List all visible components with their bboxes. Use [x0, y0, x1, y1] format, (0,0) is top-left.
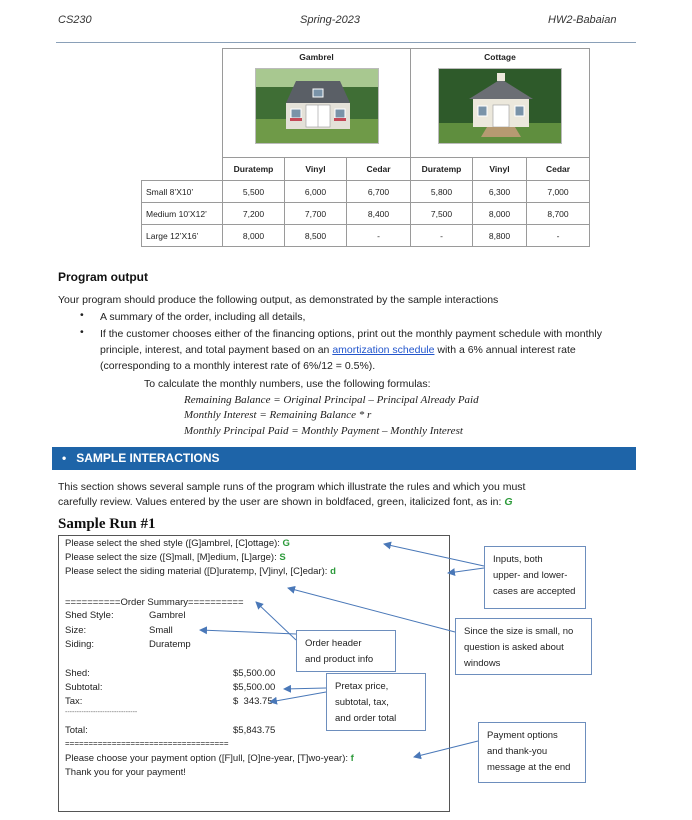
output-label: Subtotal: [65, 682, 103, 693]
price-cell: 6,700 [347, 181, 411, 203]
price-cell: 6,300 [473, 181, 527, 203]
user-input: f [350, 753, 354, 764]
formula-principal-paid: Monthly Principal Paid = Monthly Payment – Monthly Interest [184, 425, 463, 437]
price-cell: 6,000 [285, 181, 347, 203]
output-label: Total: [65, 725, 88, 736]
gambrel-style-label: Gambrel [299, 52, 334, 62]
assignment-id: HW2-Babaian [548, 14, 617, 26]
financing-line3: (corresponding to a monthly interest rate of 6%/12 = 0.5%). [100, 360, 376, 372]
material-header: Vinyl [285, 158, 347, 181]
dash-separator: ------------------------------- [65, 709, 138, 716]
user-input: G [282, 538, 290, 549]
order-summary-header: ==========Order Summary========== [65, 597, 244, 608]
material-header: Vinyl [473, 158, 527, 181]
user-input: d [330, 566, 336, 577]
price-cell: 7,500 [411, 203, 473, 225]
output-label: Shed: [65, 668, 90, 679]
callout-line: Payment options [487, 730, 558, 741]
arrow-to-size-prompt [288, 588, 455, 632]
sample-text-line1: This section shows several sample runs of the program which illustrate the rules and which you must [58, 481, 526, 493]
price-cell: 7,000 [527, 181, 590, 203]
arrow-to-siding-input [448, 568, 484, 573]
price-cell: 8,800 [473, 225, 527, 247]
price-cell: - [347, 225, 411, 247]
size-label: Small 8’X10’ [142, 181, 223, 203]
callout-line: subtotal, tax, [335, 697, 389, 708]
program-output-intro: Your program should produce the following output, as demonstrated by the sample interactions [58, 294, 499, 306]
arrow-to-summary-header [256, 602, 296, 640]
bullet-dot: • [80, 309, 84, 321]
callout-line: and product info [305, 654, 374, 665]
callout-line: Inputs, both [493, 554, 543, 565]
banner-title: SAMPLE INTERACTIONS [76, 451, 220, 465]
output-value: $ 343.75 [233, 696, 273, 707]
price-cell: - [527, 225, 590, 247]
price-cell: 8,500 [285, 225, 347, 247]
size-label: Medium 10’X12’ [142, 203, 223, 225]
price-cell: 5,800 [411, 181, 473, 203]
arrow-to-subtotal [284, 688, 326, 689]
financing-text: with a 6% annual interest rate [434, 344, 576, 356]
financing-line1: If the customer chooses either of the financing options, print out the monthly payment schedule with monthly [100, 328, 602, 340]
user-input: S [279, 552, 286, 563]
example-user-input: G [504, 496, 513, 508]
callout-line: cases are accepted [493, 586, 576, 597]
sample-run-title: Sample Run #1 [58, 516, 156, 532]
financing-text: principle, interest, and total payment based on an [100, 344, 333, 356]
output-value: Duratemp [149, 639, 191, 650]
price-cell: 8,000 [473, 203, 527, 225]
amortization-schedule-link[interactable]: amortization schedule [332, 344, 435, 356]
arrow-to-payment-prompt [414, 741, 478, 757]
arrow-to-size-value [200, 630, 296, 634]
output-value: $5,500.00 [233, 682, 276, 693]
callout-line: and thank-you [487, 746, 548, 757]
callout-line: upper- and lower- [493, 570, 568, 581]
program-output-heading: Program output [58, 270, 148, 284]
prompt-text: Please select the size ([S]mall, [M]edium, [L]arge): [65, 552, 280, 563]
prompt-text: Please select the shed style ([G]ambrel, [C]ottage): [65, 538, 283, 549]
sample-interactions-banner: • SAMPLE INTERACTIONS [52, 447, 636, 470]
callout-line: and order total [335, 713, 397, 724]
arrow-to-tax [270, 692, 326, 702]
cottage-style-label: Cottage [484, 52, 516, 62]
formula-remaining-balance: Remaining Balance = Original Principal – Principal Already Paid [184, 394, 479, 406]
callout-line: windows [464, 658, 501, 669]
callout-line: Pretax price, [335, 681, 389, 692]
output-value: Small [149, 625, 173, 636]
sample-text: carefully review. Values entered by the user are shown in boldfaced, green, italicized font, as in: [58, 496, 505, 508]
prompt-text: Please select the siding material ([D]uratemp, [V]inyl, [C]edar): [65, 566, 331, 577]
prompt-text: Please choose your payment option ([F]ull, [O]ne-year, [T]wo-year): [65, 753, 351, 764]
output-label: Shed Style: [65, 610, 114, 621]
output-label: Size: [65, 625, 87, 636]
price-cell: 8,700 [527, 203, 590, 225]
output-value: $5,843.75 [233, 725, 276, 736]
price-cell: 7,200 [223, 203, 285, 225]
material-header: Cedar [527, 158, 590, 181]
callout-line: Since the size is small, no [464, 626, 574, 637]
term: Spring-2023 [300, 14, 360, 26]
material-header: Cedar [347, 158, 411, 181]
formula-intro: To calculate the monthly numbers, use the following formulas: [144, 378, 431, 390]
output-value: Gambrel [149, 610, 186, 621]
output-value: $5,500.00 [233, 668, 276, 679]
output-label: Siding: [65, 639, 95, 650]
bullet-summary: A summary of the order, including all details, [100, 311, 306, 323]
callout-line: Order header [305, 638, 362, 649]
price-cell: - [411, 225, 473, 247]
price-cell: 8,400 [347, 203, 411, 225]
size-label: Large 12’X16’ [142, 225, 223, 247]
course-code: CS230 [58, 14, 92, 26]
output-label: Tax: [65, 696, 83, 707]
callout-line: message at the end [487, 762, 571, 773]
price-cell: 7,700 [285, 203, 347, 225]
material-header: Duratemp [223, 158, 285, 181]
equals-separator: =================================== [65, 739, 229, 748]
material-header: Duratemp [411, 158, 473, 181]
price-cell: 5,500 [223, 181, 285, 203]
thank-you-message: Thank you for your payment! [65, 767, 186, 778]
arrow-to-style-input [384, 544, 484, 566]
formula-monthly-interest: Monthly Interest = Remaining Balance * r [184, 409, 372, 421]
callout-line: question is asked about [464, 642, 564, 653]
bullet-dot: • [80, 326, 84, 338]
price-cell: 8,000 [223, 225, 285, 247]
